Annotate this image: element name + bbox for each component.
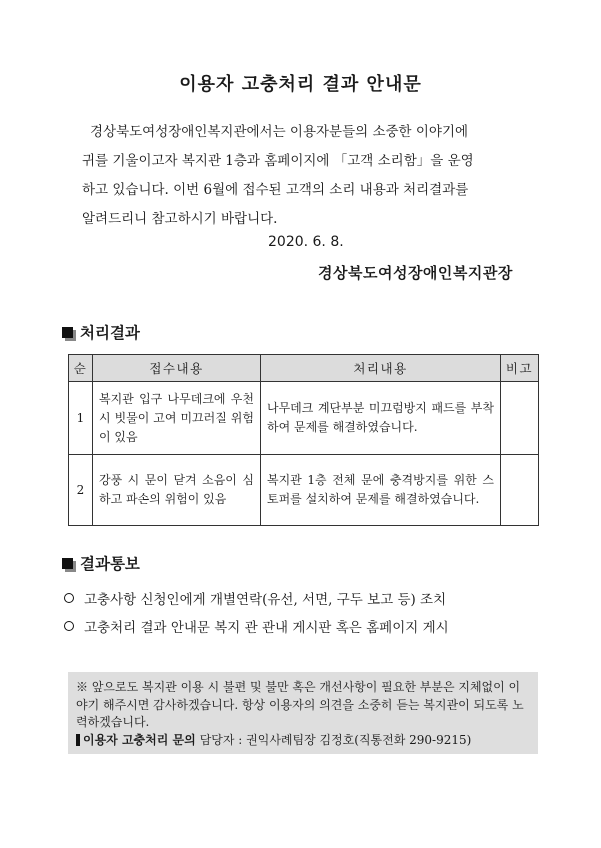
- section-results-heading: [62, 321, 140, 343]
- circle-bullet-icon: [64, 621, 74, 631]
- intro-line: 경상북도여성장애인복지관에서는 이용자분들의 소중한 이야기에: [90, 124, 469, 140]
- footer-notice-box: [68, 672, 538, 754]
- col-header-no: 순: [69, 355, 93, 382]
- notice-list: [64, 584, 544, 640]
- page-title: 이용자 고충처리 결과 안내문: [179, 74, 422, 95]
- contact-label: 이용자 고충처리 문의: [83, 732, 196, 747]
- row-handled: 복지관 1층 전체 문에 충격방지를 위한 스토퍼를 설치하여 문제를 해결하였습니다.: [261, 455, 501, 526]
- intro-line: 하고 있습니다. 이번 6월에 접수된 고객의 소리 내용과 처리결과를: [82, 182, 469, 198]
- intro-line: 알려드리니 참고하시기 바랍니다.: [82, 211, 278, 227]
- results-table: [68, 354, 539, 526]
- document-date: 2020. 6. 8.: [268, 234, 344, 250]
- col-header-handled: 처리내용: [261, 355, 501, 382]
- col-header-received: 접수내용: [93, 355, 261, 382]
- signer-name: 경상북도여성장애인복지관장: [318, 264, 513, 282]
- list-item: [64, 584, 544, 612]
- row-note: [501, 455, 539, 526]
- contact-detail: 담당자 : 권익사례팀장 김정호(직통전화 290-9215): [199, 732, 472, 747]
- footer-message: ※ 앞으로도 복지관 이용 시 불편 및 불만 혹은 개선사항이 필요한 부분은 지체없이 이야기 해주시면 감사하겠습니다. 항상 이용자의 의견을 소중히 듣는 복지관이 되도록 노력하겠습니다.: [76, 680, 524, 729]
- intro-paragraph: [82, 118, 542, 234]
- square-bullet-icon: [62, 558, 73, 569]
- circle-bullet-icon: [64, 593, 74, 603]
- notice-text: 고충사항 신청인에게 개별연락(유선, 서면, 구두 보고 등) 조치: [84, 592, 447, 608]
- table-row: [69, 455, 539, 526]
- row-note: [501, 382, 539, 455]
- section-notice-label: 결과통보: [80, 555, 140, 573]
- intro-line: 귀를 기울이고자 복지관 1층과 홈페이지에 「고객 소리함」을 운영: [82, 153, 474, 169]
- col-header-note: 비고: [501, 355, 539, 382]
- bar-bullet-icon: [76, 734, 80, 746]
- notice-text: 고충처리 결과 안내문 복지 관 관내 게시판 혹은 홈페이지 게시: [84, 620, 449, 636]
- section-notice-heading: [62, 552, 140, 574]
- row-handled: 나무데크 계단부분 미끄럼방지 패드를 부착하여 문제를 해결하였습니다.: [261, 382, 501, 455]
- row-received: 복지관 입구 나무데크에 우천 시 빗물이 고여 미끄러질 위험이 있음: [93, 382, 261, 455]
- square-bullet-icon: [62, 327, 73, 338]
- section-results-label: 처리결과: [80, 324, 140, 342]
- table-row: [69, 382, 539, 455]
- row-received: 강풍 시 문이 닫겨 소음이 심하고 파손의 위험이 있음: [93, 455, 261, 526]
- row-number: 2: [69, 455, 93, 526]
- list-item: [64, 612, 544, 640]
- table-header-row: [69, 355, 539, 382]
- footer-contact: [76, 732, 530, 750]
- row-number: 1: [69, 382, 93, 455]
